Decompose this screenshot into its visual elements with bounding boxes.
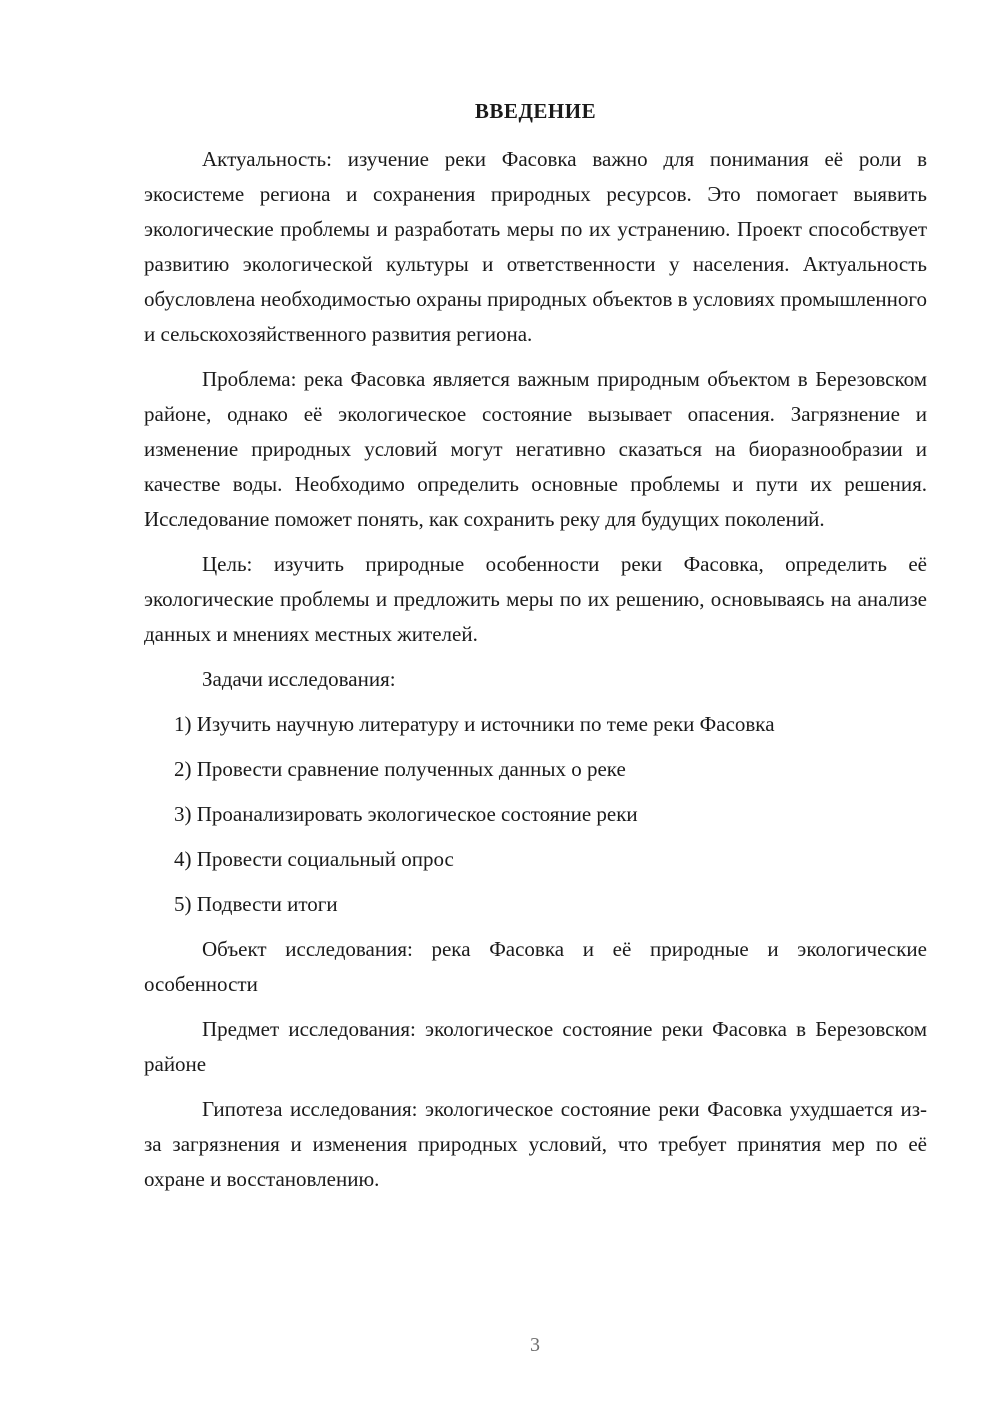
problem-paragraph: Проблема: река Фасовка является важным природным объектом в Березовском районе, однако её экологическое состояние вызывает опасения. Загрязнение и изменение природных условий могут негативно сказаться на биоразнообразии и качестве воды. Необходимо определить основные проблемы и пути их решения. Исследование поможет понять, как сохранить реку для будущих поколений. [144, 367, 927, 531]
subject-paragraph: Предмет исследования: экологическое состояние реки Фасовка в Березовском районе [144, 1017, 927, 1076]
page-title: ВВЕДЕНИЕ [474, 99, 597, 123]
object-paragraph: Объект исследования: река Фасовка и её природные и экологические особенности [144, 937, 927, 996]
task-item: 4) Провести социальный опрос [174, 847, 454, 871]
task-item: 2) Провести сравнение полученных данных о реке [174, 757, 626, 781]
task-item: 5) Подвести итоги [174, 892, 338, 916]
goal-paragraph: Цель: изучить природные особенности реки Фасовка, определить её экологические проблемы и предложить меры по их решению, основываясь на анализе данных и мнениях местных жителей. [144, 552, 927, 646]
tasks-list [144, 707, 927, 922]
page-number: 3 [530, 1334, 540, 1356]
tasks-title: Задачи исследования: [202, 667, 396, 691]
relevance-paragraph: Актуальность: изучение реки Фасовка важно для понимания её роли в экосистеме региона и сохранения природных ресурсов. Это помогает выявить экологические проблемы и разработать меры по их устранению. Проект способствует развитию экологической культуры и ответственности у населения. Актуальность обусловлена необходимостью охраны природных объектов в условиях промышленного и сельскохозяйственного развития региона. [144, 147, 927, 346]
task-item: 3) Проанализировать экологическое состояние реки [174, 802, 638, 826]
task-item: 1) Изучить научную литературу и источники по теме реки Фасовка [174, 712, 775, 736]
document-body [144, 142, 927, 1197]
hypothesis-paragraph: Гипотеза исследования: экологическое состояние реки Фасовка ухудшается из-за загрязнения и изменения природных условий, что требует принятия мер по её охране и восстановлению. [144, 1097, 927, 1191]
